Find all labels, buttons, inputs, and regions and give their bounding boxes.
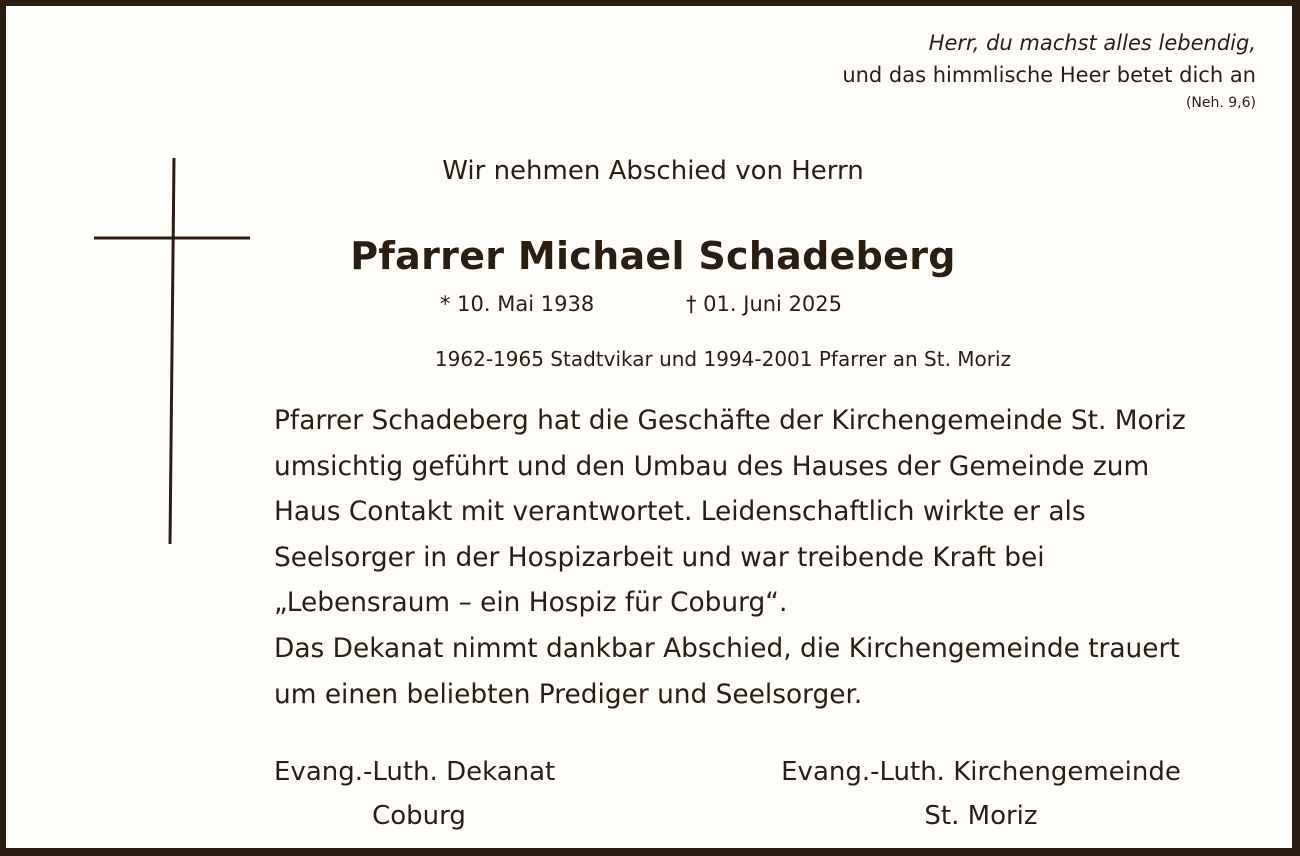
verse-line-1: Herr, du machst alles lebendig,: [928, 31, 1256, 55]
body-line: „Lebensraum – ein Hospiz für Coburg“.: [274, 587, 788, 619]
verse-reference: (Neh. 9,6): [1185, 95, 1256, 111]
signature-parish-line-2: St. Moriz: [924, 801, 1038, 831]
signature-parish: [766, 750, 1196, 838]
signature-deanery-line-1: Evang.-Luth. Dekanat: [274, 757, 556, 787]
birth-date: * 10. Mai 1938: [440, 292, 595, 316]
obituary-body: [274, 398, 1284, 717]
intro-text: Wir nehmen Abschied von Herrn: [442, 156, 864, 186]
signature-deanery-line-2: Coburg: [372, 801, 466, 831]
deceased-name: Pfarrer Michael Schadeberg: [350, 234, 956, 278]
body-line: umsichtig geführt und den Umbau des Hauses der Gemeinde zum: [274, 450, 1150, 482]
body-line: Pfarrer Schadeberg hat die Geschäfte der Kirchengemeinde St. Moriz: [274, 405, 1186, 436]
body-line: um einen beliebten Prediger und Seelsorger.: [274, 678, 863, 710]
signature-parish-line-1: Evang.-Luth. Kirchengemeinde: [781, 757, 1181, 787]
bible-verse: [842, 28, 1256, 114]
role-description: 1962-1965 Stadtvikar und 1994-2001 Pfarrer an St. Moriz: [434, 347, 1012, 371]
obituary-card: [6, 6, 1292, 848]
body-line: Das Dekanat nimmt dankbar Abschied, die Kirchengemeinde trauert: [274, 632, 1180, 664]
body-line: Haus Contakt mit verantwortet. Leidenschaftlich wirkte er als: [274, 496, 1086, 528]
signature-deanery: [274, 750, 614, 838]
death-date: † 01. Juni 2025: [686, 292, 843, 316]
body-line: Seelsorger in der Hospizarbeit und war treibende Kraft bei: [274, 541, 1045, 573]
verse-line-2: und das himmlische Heer betet dich an: [842, 63, 1256, 87]
